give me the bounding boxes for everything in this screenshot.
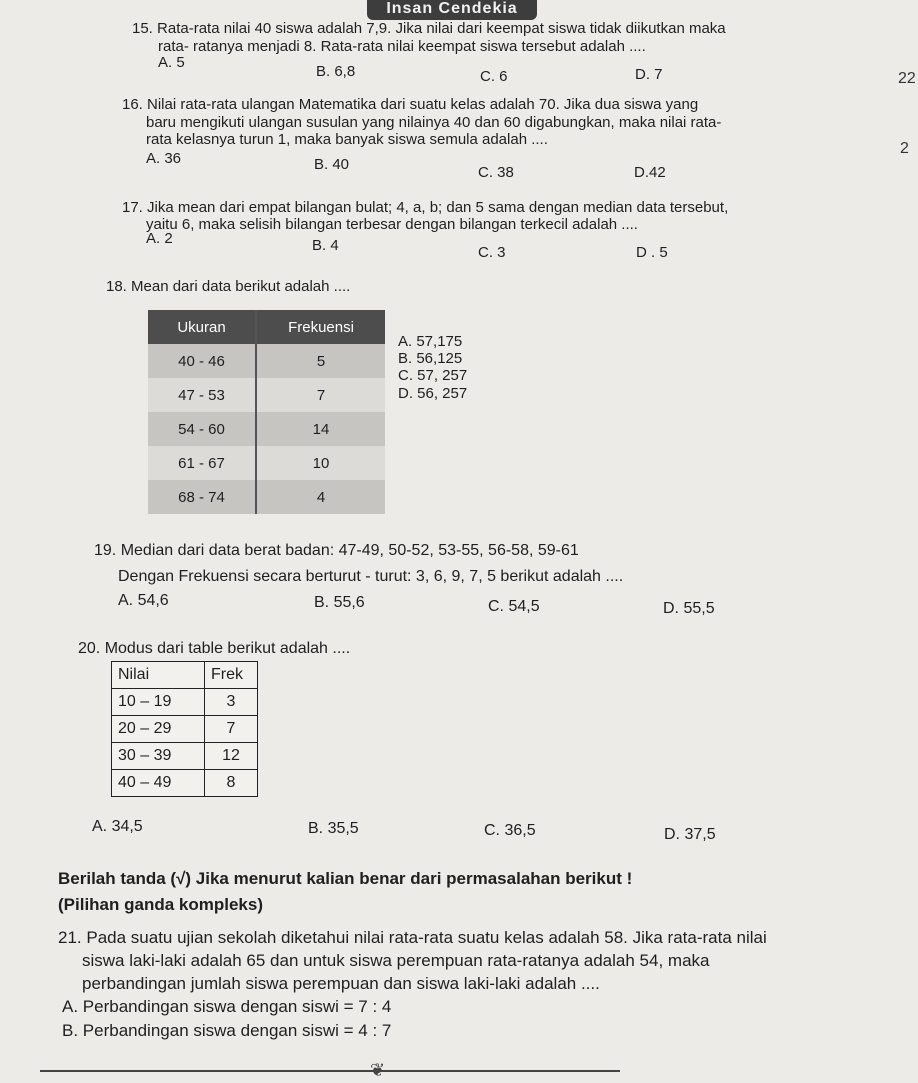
question-15-line-1: 15. Rata-rata nilai 40 siswa adalah 7,9. Jika nilai dari keempat siswa tidak diikutkan maka — [132, 20, 726, 37]
table-row — [112, 743, 258, 770]
question-20-text: 20. Modus dari table berikut adalah .... — [78, 640, 351, 657]
question-21-option-a[interactable]: A. Perbandingan siswa dengan siswi = 7 : 4 — [62, 997, 392, 1016]
table-cell: 30 – 39 — [112, 743, 205, 770]
table-header-frekuensi: Frekuensi — [256, 310, 385, 344]
question-16-option-c[interactable]: C. 38 — [478, 164, 514, 181]
question-18-option-d[interactable]: D. 56, 257 — [398, 385, 468, 402]
table-row — [148, 378, 385, 412]
question-15-line-2: rata- ratanya menjadi 8. Rata-rata nilai keempat siswa tersebut adalah .... — [158, 38, 646, 55]
table-cell: 14 — [256, 412, 385, 446]
table-row — [148, 412, 385, 446]
table-cell: 47 - 53 — [148, 378, 256, 412]
question-18-text: 18. Mean dari data berikut adalah .... — [106, 278, 351, 295]
question-15-option-c[interactable]: C. 6 — [480, 68, 508, 85]
table-cell: 10 – 19 — [112, 689, 205, 716]
table-cell: 5 — [256, 344, 385, 378]
table-cell: 3 — [205, 689, 258, 716]
question-16-option-d[interactable]: D.42 — [634, 164, 666, 181]
table-row — [112, 716, 258, 743]
table-cell: 54 - 60 — [148, 412, 256, 446]
question-20-option-d[interactable]: D. 37,5 — [664, 826, 716, 843]
page-edge-number: 2 — [900, 140, 909, 157]
question-18-option-b[interactable]: B. 56,125 — [398, 350, 463, 367]
table-cell: 7 — [205, 716, 258, 743]
question-16-option-b[interactable]: B. 40 — [314, 156, 350, 173]
question-17-option-b[interactable]: B. 4 — [312, 237, 339, 254]
footer-divider — [40, 1070, 620, 1072]
question-17-line-2: yaitu 6, maka selisih bilangan terbesar dengan bilangan terkecil adalah .... — [146, 216, 638, 233]
table-cell: 40 - 46 — [148, 344, 256, 378]
logo: Insan Cendekia — [367, 0, 537, 20]
question-20-option-b[interactable]: B. 35,5 — [308, 820, 359, 837]
table-row — [112, 770, 258, 797]
question-20-table — [111, 661, 258, 797]
question-20-option-a[interactable]: A. 34,5 — [92, 818, 143, 835]
question-17-option-c[interactable]: C. 3 — [478, 244, 506, 261]
table-cell: 8 — [205, 770, 258, 797]
table-header-row — [112, 662, 258, 689]
question-21-line-1: 21. Pada suatu ujian sekolah diketahui nilai rata-rata suatu kelas adalah 58. Jika rata-rata nilai — [58, 928, 767, 947]
question-19-option-d[interactable]: D. 55,5 — [663, 600, 715, 617]
question-21-line-2: siswa laki-laki adalah 65 dan untuk siswa perempuan rata-ratanya adalah 54, maka — [82, 951, 710, 970]
table-cell: 61 - 67 — [148, 446, 256, 480]
table-row — [148, 480, 385, 514]
question-20-option-c[interactable]: C. 36,5 — [484, 822, 536, 839]
question-16-option-a[interactable]: A. 36 — [146, 150, 182, 167]
table-cell: 7 — [256, 378, 385, 412]
question-16-line-1: 16. Nilai rata-rata ulangan Matematika dari suatu kelas adalah 70. Jika dua siswa yang — [122, 96, 699, 113]
ornament-icon: ❦ — [370, 1060, 386, 1080]
question-17-option-a[interactable]: A. 2 — [146, 230, 173, 247]
instruction-heading: Berilah tanda (√) Jika menurut kalian benar dari permasalahan berikut ! — [58, 869, 633, 888]
table-row — [148, 446, 385, 480]
table-header-frek: Frek — [205, 662, 258, 689]
table-header-row — [148, 310, 385, 344]
question-15-option-b[interactable]: B. 6,8 — [316, 63, 356, 80]
table-cell: 10 — [256, 446, 385, 480]
question-15-option-a[interactable]: A. 5 — [158, 54, 185, 71]
question-16-line-2: baru mengikuti ulangan susulan yang nilainya 40 dan 60 digabungkan, maka nilai rata- — [146, 114, 722, 131]
table-header-nilai: Nilai — [112, 662, 205, 689]
table-cell: 4 — [256, 480, 385, 514]
question-17-line-1: 17. Jika mean dari empat bilangan bulat; 4, a, b; dan 5 sama dengan median data tersebut, — [122, 199, 729, 216]
question-21-line-3: perbandingan jumlah siswa perempuan dan siswa laki-laki adalah .... — [82, 974, 600, 993]
question-19-option-c[interactable]: C. 54,5 — [488, 598, 540, 615]
table-row — [112, 689, 258, 716]
table-cell: 12 — [205, 743, 258, 770]
question-21-option-b[interactable]: B. Perbandingan siswa dengan siswi = 4 : 7 — [62, 1021, 392, 1040]
question-17-option-d[interactable]: D . 5 — [636, 244, 668, 261]
question-18-option-c[interactable]: C. 57, 257 — [398, 367, 468, 384]
table-header-ukuran: Ukuran — [148, 310, 256, 344]
table-cell: 68 - 74 — [148, 480, 256, 514]
question-19-line-1: 19. Median dari data berat badan: 47-49, 50-52, 53-55, 56-58, 59-61 — [94, 542, 579, 559]
question-15-option-d[interactable]: D. 7 — [635, 66, 663, 83]
instruction-subheading: (Pilihan ganda kompleks) — [58, 895, 263, 914]
question-19-line-2: Dengan Frekuensi secara berturut - turut: 3, 6, 9, 7, 5 berikut adalah .... — [118, 568, 624, 585]
question-19-option-a[interactable]: A. 54,6 — [118, 592, 169, 609]
question-18-option-a[interactable]: A. 57,175 — [398, 333, 463, 350]
question-18-table — [148, 310, 385, 514]
table-cell: 40 – 49 — [112, 770, 205, 797]
table-cell: 20 – 29 — [112, 716, 205, 743]
question-19-option-b[interactable]: B. 55,6 — [314, 594, 365, 611]
question-16-line-3: rata kelasnya turun 1, maka banyak siswa semula adalah .... — [146, 131, 548, 148]
page-edge-number: 22 — [898, 70, 916, 87]
table-row — [148, 344, 385, 378]
